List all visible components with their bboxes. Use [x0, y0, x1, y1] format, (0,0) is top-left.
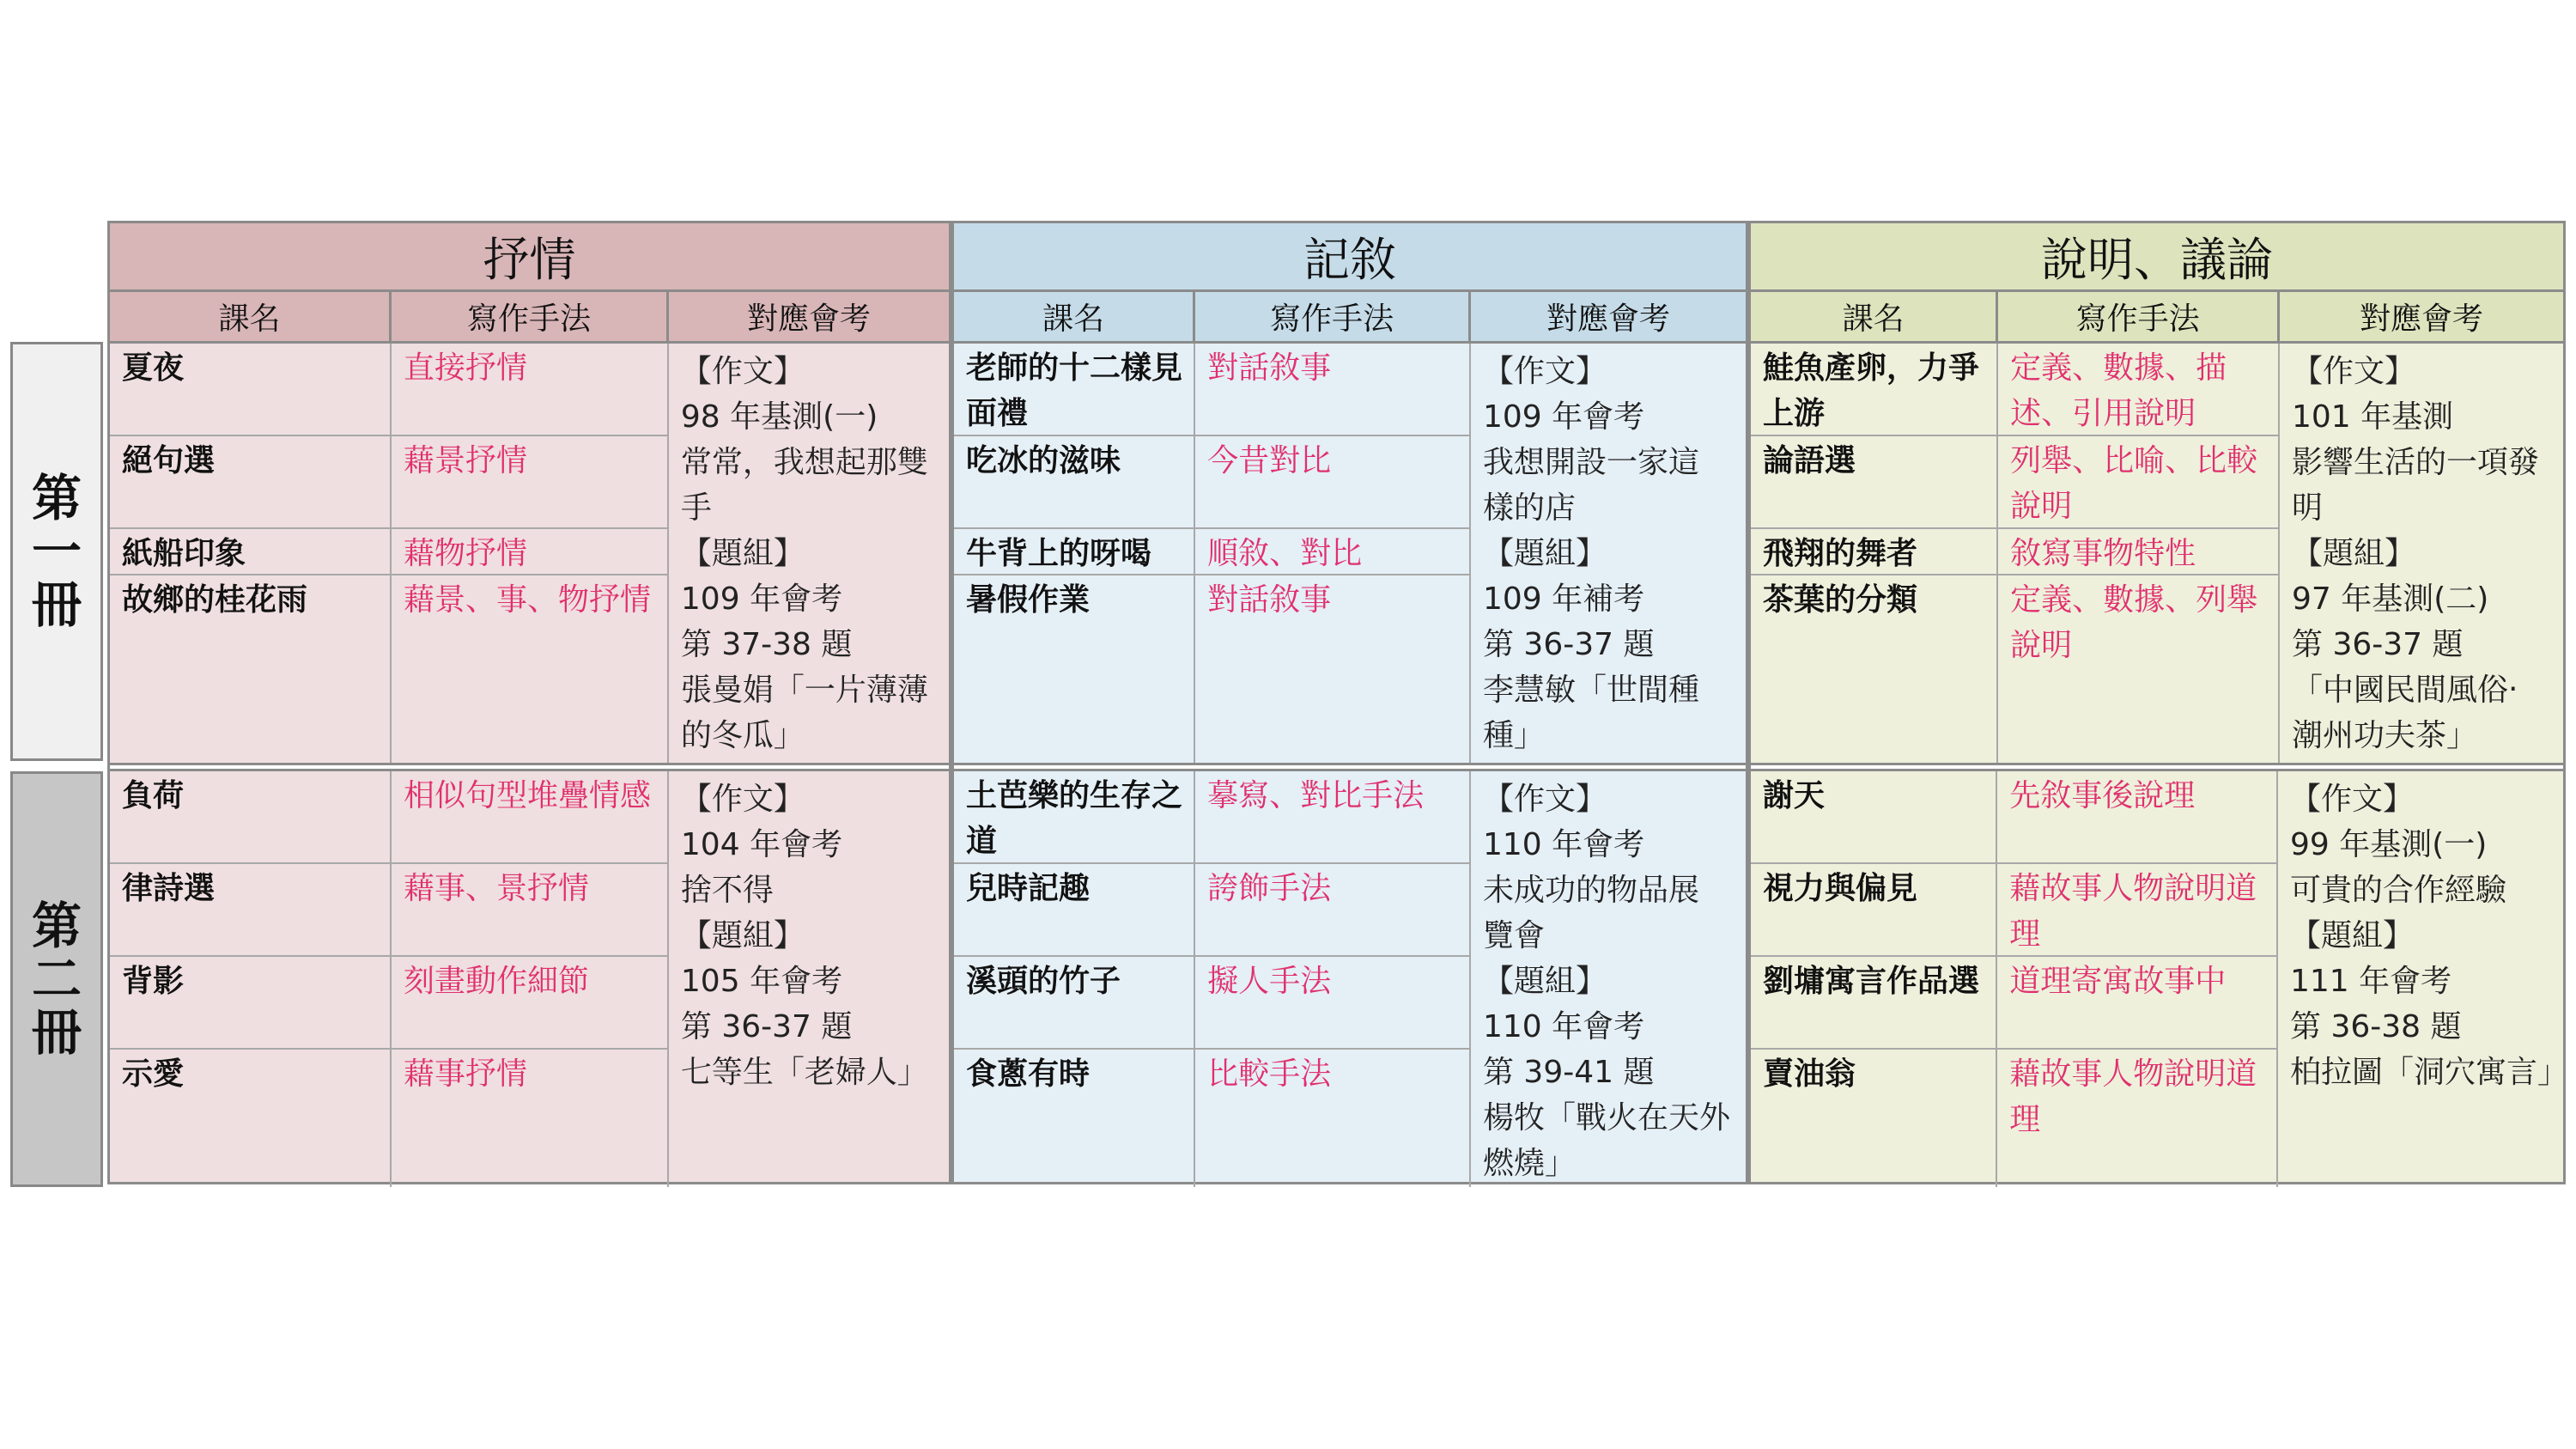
book-block-1 [954, 344, 1746, 763]
exam-reference-line: 李慧敏「世間種 [1482, 673, 1699, 708]
exam-reference-line: 七等生「老婦人」 [680, 1055, 928, 1090]
column-header-method: 寫作手法 [1195, 292, 1471, 344]
book-divider [954, 763, 1746, 771]
book-label-1 [10, 342, 103, 761]
lesson-name: 茶葉的分類 [1763, 581, 1918, 618]
exam-reference-line: 105 年會考 [680, 964, 843, 999]
book-label-text: 第一冊 [31, 469, 82, 634]
writing-method: 道理寄寓故事中 [1997, 957, 2276, 1050]
exam-reference-line: 98 年基測(一) [680, 399, 878, 435]
exam-reference-line: 109 年補考 [1482, 581, 1645, 617]
lesson-name: 夏夜 [110, 344, 390, 436]
lesson-column [954, 771, 1195, 1187]
section-title: 抒情 [110, 223, 949, 292]
method-column [1998, 344, 2280, 763]
exam-column [2280, 344, 2563, 763]
column-header-row [110, 292, 949, 344]
lesson-name: 暑假作業 [966, 581, 1091, 618]
lesson-name: 吃冰的滋味 [954, 436, 1194, 529]
exam-reference-line: 109 年會考 [1482, 399, 1645, 435]
writing-method: 今昔對比 [1195, 436, 1469, 529]
writing-method: 藉故事人物說明道理 [2009, 1056, 2257, 1137]
exam-column [2278, 771, 2569, 1187]
book-block-1 [110, 344, 949, 763]
lesson-name: 負荷 [110, 771, 390, 864]
writing-method: 定義、數據、列舉說明 [2010, 582, 2258, 663]
section-title: 記敘 [954, 223, 1746, 292]
exam-reference-line: 【題組】 [1482, 536, 1607, 571]
exam-reference-line: 未成功的物品展 [1482, 873, 1699, 908]
exam-reference-line: 覽會 [1482, 918, 1545, 953]
section-title: 說明、議論 [1751, 223, 2563, 292]
writing-method: 直接抒情 [392, 344, 667, 436]
exam-reference-line: 104 年會考 [680, 827, 843, 862]
column-header-exam: 對應會考 [669, 292, 949, 344]
exam-column [1471, 771, 1746, 1187]
exam-reference-line: 【作文】 [1482, 354, 1607, 389]
method-column [1195, 771, 1471, 1187]
column-header-lesson: 課名 [1751, 292, 1998, 344]
lesson-name: 絕句選 [110, 436, 390, 529]
method-column [1997, 771, 2278, 1187]
exam-reference-line: 【作文】 [680, 782, 805, 817]
exam-column [669, 344, 949, 763]
lesson-name: 劉墉寓言作品選 [1751, 957, 1996, 1050]
exam-reference-line: 99 年基測(一) [2290, 827, 2488, 862]
lesson-column [954, 344, 1195, 763]
exam-column [1471, 344, 1746, 763]
writing-method: 比較手法 [1207, 1056, 1332, 1092]
book-divider [110, 763, 949, 771]
lesson-column [110, 344, 392, 763]
exam-reference-line: 【題組】 [1482, 964, 1607, 999]
column-header-exam: 對應會考 [1471, 292, 1746, 344]
exam-reference-line: 明 [2292, 490, 2324, 526]
exam-reference-line: 【作文】 [2292, 354, 2416, 389]
exam-reference-line: 潮州功夫茶」 [2292, 718, 2478, 753]
exam-reference-line: 張曼娟「一片薄薄 [680, 673, 928, 708]
lesson-name: 視力與偏見 [1751, 864, 1996, 957]
writing-method: 順敘、對比 [1195, 529, 1469, 575]
lesson-name: 溪頭的竹子 [954, 957, 1194, 1050]
exam-reference-line: 【作文】 [680, 354, 805, 389]
exam-column [669, 771, 949, 1187]
writing-method: 先敘事後說理 [1997, 771, 2276, 864]
exam-reference-line: 的冬瓜」 [680, 718, 805, 753]
exam-reference-line: 柏拉圖「洞穴寓言」 [2290, 1055, 2569, 1090]
lesson-name: 兒時記趣 [954, 864, 1194, 957]
book-block-1 [1751, 344, 2563, 763]
lesson-name: 論語選 [1751, 436, 1996, 529]
lesson-name: 老師的十二樣見面禮 [954, 344, 1194, 436]
exam-reference-line: 111 年會考 [2290, 964, 2452, 999]
writing-method: 誇飾手法 [1195, 864, 1469, 957]
lesson-name: 牛背上的呀喝 [954, 529, 1194, 575]
column-header-row [1751, 292, 2563, 344]
exam-reference-line: 97 年基測(二) [2292, 581, 2489, 617]
exam-reference-line: 捨不得 [680, 873, 774, 908]
exam-reference-line: 【題組】 [680, 536, 805, 571]
section-0 [107, 221, 951, 1184]
column-header-method: 寫作手法 [1998, 292, 2280, 344]
exam-reference-line: 樣的店 [1482, 490, 1576, 526]
writing-method: 相似句型堆疊情感 [392, 771, 667, 864]
writing-method: 定義、數據、描述、引用說明 [1998, 344, 2278, 436]
book-block-2 [954, 771, 1746, 1187]
section-2 [1748, 221, 2569, 1184]
writing-method: 藉景抒情 [392, 436, 667, 529]
lesson-column [1751, 771, 1997, 1187]
exam-reference-line: 第 36-37 題 [1482, 627, 1655, 662]
writing-method: 藉景、事、物抒情 [403, 582, 651, 618]
exam-reference-line: 【作文】 [2290, 782, 2415, 817]
writing-method: 藉事抒情 [403, 1056, 527, 1092]
exam-reference-line: 影響生活的一項發 [2292, 445, 2540, 480]
lesson-name: 謝天 [1751, 771, 1996, 864]
lesson-name: 飛翔的舞者 [1751, 529, 1996, 575]
exam-reference-line: 101 年基測 [2292, 399, 2454, 435]
lesson-column [110, 771, 392, 1187]
method-column [392, 771, 669, 1187]
lesson-name: 故鄉的桂花雨 [122, 581, 308, 618]
writing-method: 刻畫動作細節 [392, 957, 667, 1050]
book-label-2 [10, 771, 103, 1187]
writing-method: 藉故事人物說明道理 [1997, 864, 2276, 957]
exam-reference-line: 110 年會考 [1482, 1009, 1645, 1044]
lesson-name: 律詩選 [110, 864, 390, 957]
exam-reference-line: 可貴的合作經驗 [2290, 873, 2507, 908]
exam-reference-line: 第 37-38 題 [680, 627, 853, 662]
book-label-text: 第二冊 [31, 897, 82, 1062]
writing-method: 藉物抒情 [392, 529, 667, 575]
exam-reference-line: 「中國民間風俗‧ [2292, 673, 2518, 708]
exam-reference-line: 第 36-37 題 [680, 1009, 853, 1044]
column-header-method: 寫作手法 [392, 292, 669, 344]
column-header-lesson: 課名 [110, 292, 392, 344]
book-block-2 [1751, 771, 2569, 1187]
exam-reference-line: 手 [680, 490, 712, 526]
book-block-2 [110, 771, 949, 1187]
exam-reference-line: 【作文】 [1482, 782, 1607, 817]
exam-reference-line: 【題組】 [680, 918, 805, 953]
column-header-exam: 對應會考 [2280, 292, 2563, 344]
lesson-name: 賣油翁 [1763, 1056, 1856, 1092]
book-divider [1751, 763, 2563, 771]
lesson-column [1751, 344, 1998, 763]
exam-reference-line: 109 年會考 [680, 581, 843, 617]
method-column [1195, 344, 1471, 763]
column-header-lesson: 課名 [954, 292, 1195, 344]
exam-reference-line: 第 39-41 題 [1482, 1055, 1655, 1090]
exam-reference-line: 第 36-37 題 [2292, 627, 2464, 662]
writing-method: 擬人手法 [1195, 957, 1469, 1050]
lesson-name: 紙船印象 [110, 529, 390, 575]
exam-reference-line: 我想開設一家這 [1482, 445, 1699, 480]
exam-reference-line: 楊牧「戰火在天外 [1482, 1100, 1730, 1135]
exam-reference-line: 燃燒」 [1482, 1146, 1576, 1181]
lesson-name: 土芭樂的生存之道 [954, 771, 1194, 864]
method-column [392, 344, 669, 763]
lesson-name: 背影 [110, 957, 390, 1050]
lesson-name: 示愛 [122, 1056, 185, 1092]
column-header-row [954, 292, 1746, 344]
exam-reference-line: 【題組】 [2292, 536, 2416, 571]
lesson-name: 鮭魚產卵，力爭上游 [1751, 344, 1996, 436]
writing-method: 對話敘事 [1195, 344, 1469, 436]
exam-reference-line: 110 年會考 [1482, 827, 1645, 862]
writing-method: 藉事、景抒情 [392, 864, 667, 957]
writing-method: 對話敘事 [1207, 582, 1332, 618]
lesson-name: 食蔥有時 [966, 1056, 1091, 1092]
exam-reference-line: 常常，我想起那雙 [680, 445, 928, 480]
writing-method: 列舉、比喻、比較說明 [1998, 436, 2278, 529]
writing-method: 摹寫、對比手法 [1195, 771, 1469, 864]
section-1 [951, 221, 1748, 1184]
exam-reference-line: 第 36-38 題 [2290, 1009, 2462, 1044]
writing-method: 敘寫事物特性 [1998, 529, 2278, 575]
exam-reference-line: 【題組】 [2290, 918, 2415, 953]
exam-reference-line: 種」 [1482, 718, 1545, 753]
